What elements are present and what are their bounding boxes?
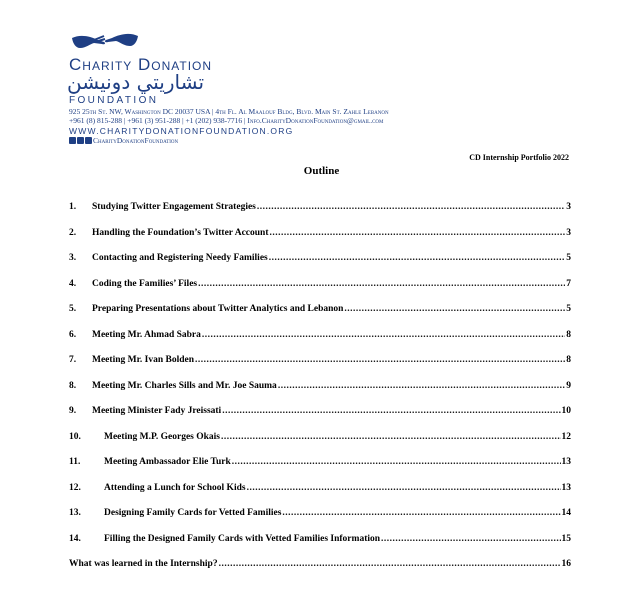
toc-item-page: 16 xyxy=(561,559,571,569)
toc-item[interactable]: 2. Handling the Foundation’s Twitter Account ..... 3 xyxy=(69,228,571,254)
hands-logo-icon xyxy=(70,30,140,52)
table-of-contents xyxy=(69,202,571,585)
toc-item[interactable]: 1. Studying Twitter Engagement Strategies ..... 3 xyxy=(69,202,571,228)
dot-leader xyxy=(282,508,560,518)
org-name-arabic: تشاريتي دونيشن xyxy=(67,70,205,94)
toc-item-page: 13 xyxy=(561,457,571,467)
outline-title: Outline xyxy=(303,165,340,177)
toc-item-page: 13 xyxy=(561,482,571,493)
toc-item[interactable]: 7. Meeting Mr. Ivan Bolden ..... 8 xyxy=(69,355,571,381)
toc-item-page: 7 xyxy=(566,278,571,289)
dot-leader xyxy=(219,559,561,569)
dot-leader xyxy=(232,457,561,467)
toc-item-title: Designing Family Cards for Vetted Families xyxy=(104,508,282,518)
dot-leader xyxy=(269,253,566,263)
dot-leader xyxy=(344,304,565,314)
toc-item-title: Meeting Mr. Ahmad Sabra xyxy=(92,329,201,340)
dot-leader xyxy=(257,202,565,212)
dot-leader xyxy=(198,279,565,289)
social-links xyxy=(69,136,178,145)
org-name-english: Charity Donation xyxy=(69,55,213,74)
toc-item-title: Contacting and Registering Needy Families xyxy=(92,253,268,263)
org-name-foundation: FOUNDATION xyxy=(69,95,159,106)
dot-leader xyxy=(222,406,560,416)
dot-leader xyxy=(221,432,560,442)
toc-item-title: Studying Twitter Engagement Strategies xyxy=(92,202,256,212)
toc-item-title: Filling the Designed Family Cards with Vetted Families Information xyxy=(104,533,381,544)
social-handle: CharityDonationFoundation xyxy=(93,136,179,145)
website-link[interactable]: WWW.CHARITYDONATIONFOUNDATION.ORG xyxy=(69,126,294,136)
toc-item-page: 8 xyxy=(566,329,571,340)
toc-item-title: Meeting Minister Fady Jreissati xyxy=(92,406,222,416)
toc-item[interactable]: 11. Meeting Ambassador Elie Turk ..... 13 xyxy=(69,457,571,483)
facebook-icon[interactable] xyxy=(77,137,84,144)
toc-item-page: 5 xyxy=(566,304,571,314)
toc-item[interactable]: 12. Attending a Lunch for School Kids ..... 13 xyxy=(69,483,571,509)
toc-item-page: 8 xyxy=(566,355,571,365)
toc-item[interactable]: 4. Coding the Families’ Files ..... 7 xyxy=(69,279,571,305)
toc-item-title: Preparing Presentations about Twitter Analytics and Lebanon xyxy=(92,304,344,314)
toc-item-page: 3 xyxy=(566,202,571,212)
portfolio-label: CD Internship Portfolio 2022 xyxy=(469,153,569,162)
toc-item-page: 10 xyxy=(561,406,571,416)
youtube-icon[interactable] xyxy=(85,137,92,144)
toc-item[interactable]: 5. Preparing Presentations about Twitter Analytics and Lebanon ..... 5 xyxy=(69,304,571,330)
toc-item[interactable]: 6. Meeting Mr. Ahmad Sabra ..... 8 xyxy=(69,330,571,356)
toc-item-title: Handling the Foundation’s Twitter Account xyxy=(92,227,269,238)
toc-item-title: Meeting Ambassador Elie Turk xyxy=(104,457,231,467)
toc-item-title: Meeting Mr. Charles Sills and Mr. Joe Sauma xyxy=(92,380,277,391)
dot-leader xyxy=(202,330,565,340)
toc-item-page: 15 xyxy=(561,533,571,544)
dot-leader xyxy=(195,355,565,365)
instagram-icon[interactable] xyxy=(69,137,76,144)
dot-leader xyxy=(381,534,560,544)
toc-item-page: 14 xyxy=(561,508,571,518)
dot-leader xyxy=(278,381,565,391)
toc-item[interactable]: 13. Designing Family Cards for Vetted Families ..... 14 xyxy=(69,508,571,534)
toc-item-page: 5 xyxy=(566,253,571,263)
toc-item-page: 12 xyxy=(561,431,571,442)
toc-item[interactable]: 8. Meeting Mr. Charles Sills and Mr. Joe Sauma ..... 9 xyxy=(69,381,571,407)
address-line: 925 25th St. NW, Washington DC 20037 USA | 4th Fl. Al Maalouf Bldg, Blvd. Main St. Zahle Lebanon xyxy=(69,107,389,116)
toc-item-title: Attending a Lunch for School Kids xyxy=(104,482,246,493)
toc-item-title: Meeting Mr. Ivan Bolden xyxy=(92,355,195,365)
toc-item[interactable] xyxy=(69,559,571,585)
toc-item-title: Coding the Families’ Files xyxy=(92,278,198,289)
dot-leader xyxy=(269,228,565,238)
dot-leader xyxy=(247,483,561,493)
toc-item-page: 3 xyxy=(566,227,571,238)
toc-item-page: 9 xyxy=(566,380,571,391)
toc-item-title: Meeting M.P. Georges Okais xyxy=(104,431,221,442)
toc-item[interactable]: 14. Filling the Designed Family Cards with Vetted Families Information ..... 15 xyxy=(69,534,571,560)
contact-line: +961 (8) 815-288 | +961 (3) 951-288 | +1 (202) 938-7716 | Info.CharityDonationFoundation@gmail.com xyxy=(69,116,384,125)
toc-item[interactable]: 3. Contacting and Registering Needy Families ..... 5 xyxy=(69,253,571,279)
toc-item[interactable]: 9. Meeting Minister Fady Jreissati ..... 10 xyxy=(69,406,571,432)
toc-item-title: What was learned in the Internship? xyxy=(69,559,218,569)
toc-item[interactable]: 10. Meeting M.P. Georges Okais ..... 12 xyxy=(69,432,571,458)
